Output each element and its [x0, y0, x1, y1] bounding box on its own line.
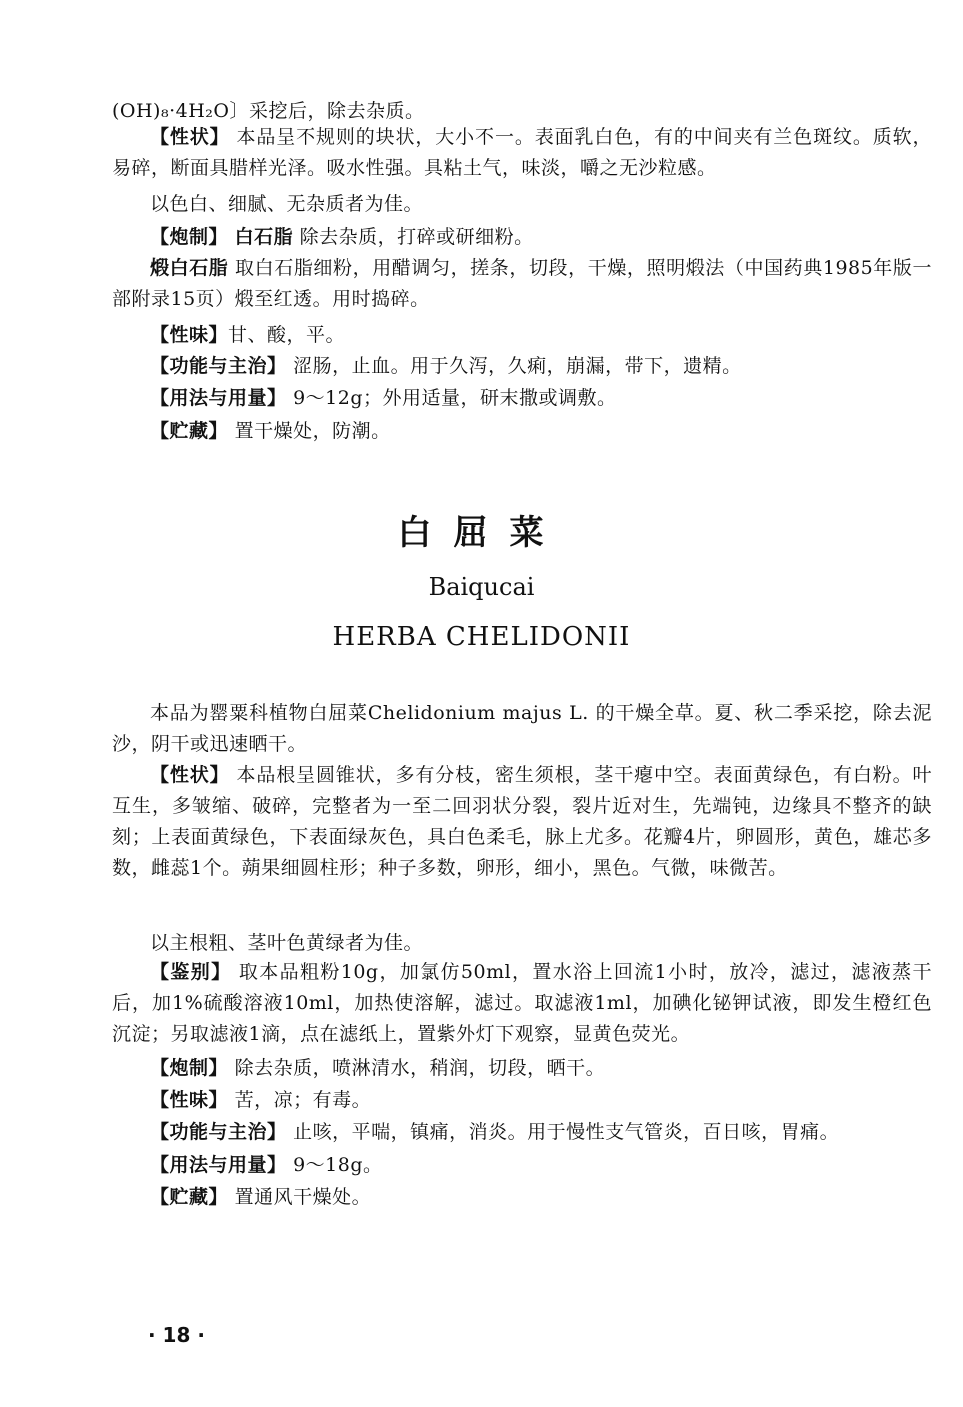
entry-intro: 本品为罂粟科植物白屈菜Chelidonium majus L. 的干燥全草。夏、秋二季采挖，除去泥沙，阴干或迅速晒干。	[112, 702, 932, 755]
prev-char-text: 本品呈不规则的块状，大小不一。表面乳白色，有的中间夹有兰色斑纹。质软，易碎，断面具腊样光泽。吸水性强。具粘土气，味淡，嚼之无沙粒感。	[112, 126, 932, 179]
entry-func-heading: 【功能与主治】	[150, 1121, 287, 1143]
entry-char-heading: 【性状】	[150, 764, 230, 786]
entry-taste-text: 苦，凉；有毒。	[234, 1089, 372, 1111]
prev-taste-heading: 【性味】	[150, 324, 229, 346]
prev-char-heading: 【性状】	[150, 126, 230, 148]
prev-proc-heading: 【炮制】	[150, 226, 229, 248]
prev-function	[112, 351, 932, 382]
prev-proc-text: 除去杂质，打碎或研细粉。	[299, 226, 534, 248]
prev-taste-text: 甘、酸，平。	[228, 324, 346, 346]
entry-store-heading: 【贮藏】	[150, 1186, 229, 1208]
entry-proc-heading: 【炮制】	[150, 1057, 229, 1079]
entry-quality: 以主根粗、茎叶色黄绿者为佳。	[150, 932, 424, 954]
prev-processing	[112, 222, 932, 253]
prev-calc-heading: 煅白石脂	[150, 257, 229, 279]
entry-usage-heading: 【用法与用量】	[150, 1154, 287, 1176]
entry-pinyin: Baiqucai	[428, 573, 535, 601]
entry-ident-heading: 【鉴别】	[150, 961, 232, 983]
prev-store-heading: 【贮藏】	[150, 420, 229, 442]
entry-taste-heading: 【性味】	[150, 1089, 229, 1111]
prev-usage-heading: 【用法与用量】	[150, 387, 287, 409]
prev-line1: (OH)₈·4H₂O〕采挖后，除去杂质。	[112, 100, 425, 122]
entry-ident-text: 取本品粗粉10g，加氯仿50ml，置水浴上回流1小时，放冷，滤过，滤液蒸干后，加1%硫酸溶液10ml，加热使溶解，滤过。取滤液1ml，加碘化铋钾试液，即发生橙红色沉淀；另取滤液1滴，点在滤纸上，置紫外灯下观察，显黄色荧光。	[112, 961, 933, 1045]
entry-identification	[112, 957, 932, 1050]
entry-char-text: 本品根呈圆锥状，多有分枝，密生须根，茎干瘪中空。表面黄绿色，有白粉。叶互生，多皱缩、破碎，完整者为一至二回羽状分裂，裂片近对生，先端钝，边缘具不整齐的缺刻；上表面黄绿色，下表面绿灰色，具白色柔毛，脉上尤多。花瓣4片，卵圆形，黄色，雄芯多数，雌蕊1个。蒴果细圆柱形；种子多数，卵形，细小，黑色。气微，味微苦。	[112, 764, 932, 879]
prev-func-text: 涩肠，止血。用于久泻，久痢，崩漏，带下，遗精。	[293, 355, 742, 377]
entry-store-text: 置通风干燥处。	[234, 1186, 372, 1208]
entry-function	[112, 1117, 932, 1148]
entry-characteristics	[112, 760, 932, 884]
entry-latin-name: HERBA CHELIDONII	[332, 622, 631, 652]
entry-func-text: 止咳，平喘，镇痛，消炎。用于慢性支气管炎，百日咳，胃痛。	[293, 1121, 840, 1143]
prev-quality: 以色白、细腻、无杂质者为佳。	[150, 193, 424, 215]
prev-calcined	[112, 253, 932, 315]
prev-store-text: 置干燥处，防潮。	[234, 420, 391, 442]
page-number: · 18 ·	[148, 1323, 205, 1347]
entry-storage	[112, 1182, 932, 1213]
prev-calc-text: 取白石脂细粉，用醋调匀，搓条，切段，干燥，照明煅法（中国药典1985年版一部附录15页）煅至红透。用时捣碎。	[112, 257, 932, 310]
entry-usage	[112, 1150, 932, 1181]
prev-taste	[112, 320, 932, 351]
prev-usage	[112, 383, 932, 414]
prev-func-heading: 【功能与主治】	[150, 355, 287, 377]
prev-characteristics	[112, 122, 932, 184]
prev-proc-sub: 白石脂	[234, 226, 294, 248]
prev-usage-text: 9～12g；外用适量，研末撒或调敷。	[293, 387, 617, 409]
entry-proc-text: 除去杂质，喷淋清水，稍润，切段，晒干。	[234, 1057, 606, 1079]
entry-processing	[112, 1053, 932, 1084]
prev-storage	[112, 416, 932, 447]
entry-usage-text: 9～18g。	[293, 1154, 383, 1176]
entry-taste	[112, 1085, 932, 1116]
entry-title: 白屈菜	[397, 513, 566, 553]
